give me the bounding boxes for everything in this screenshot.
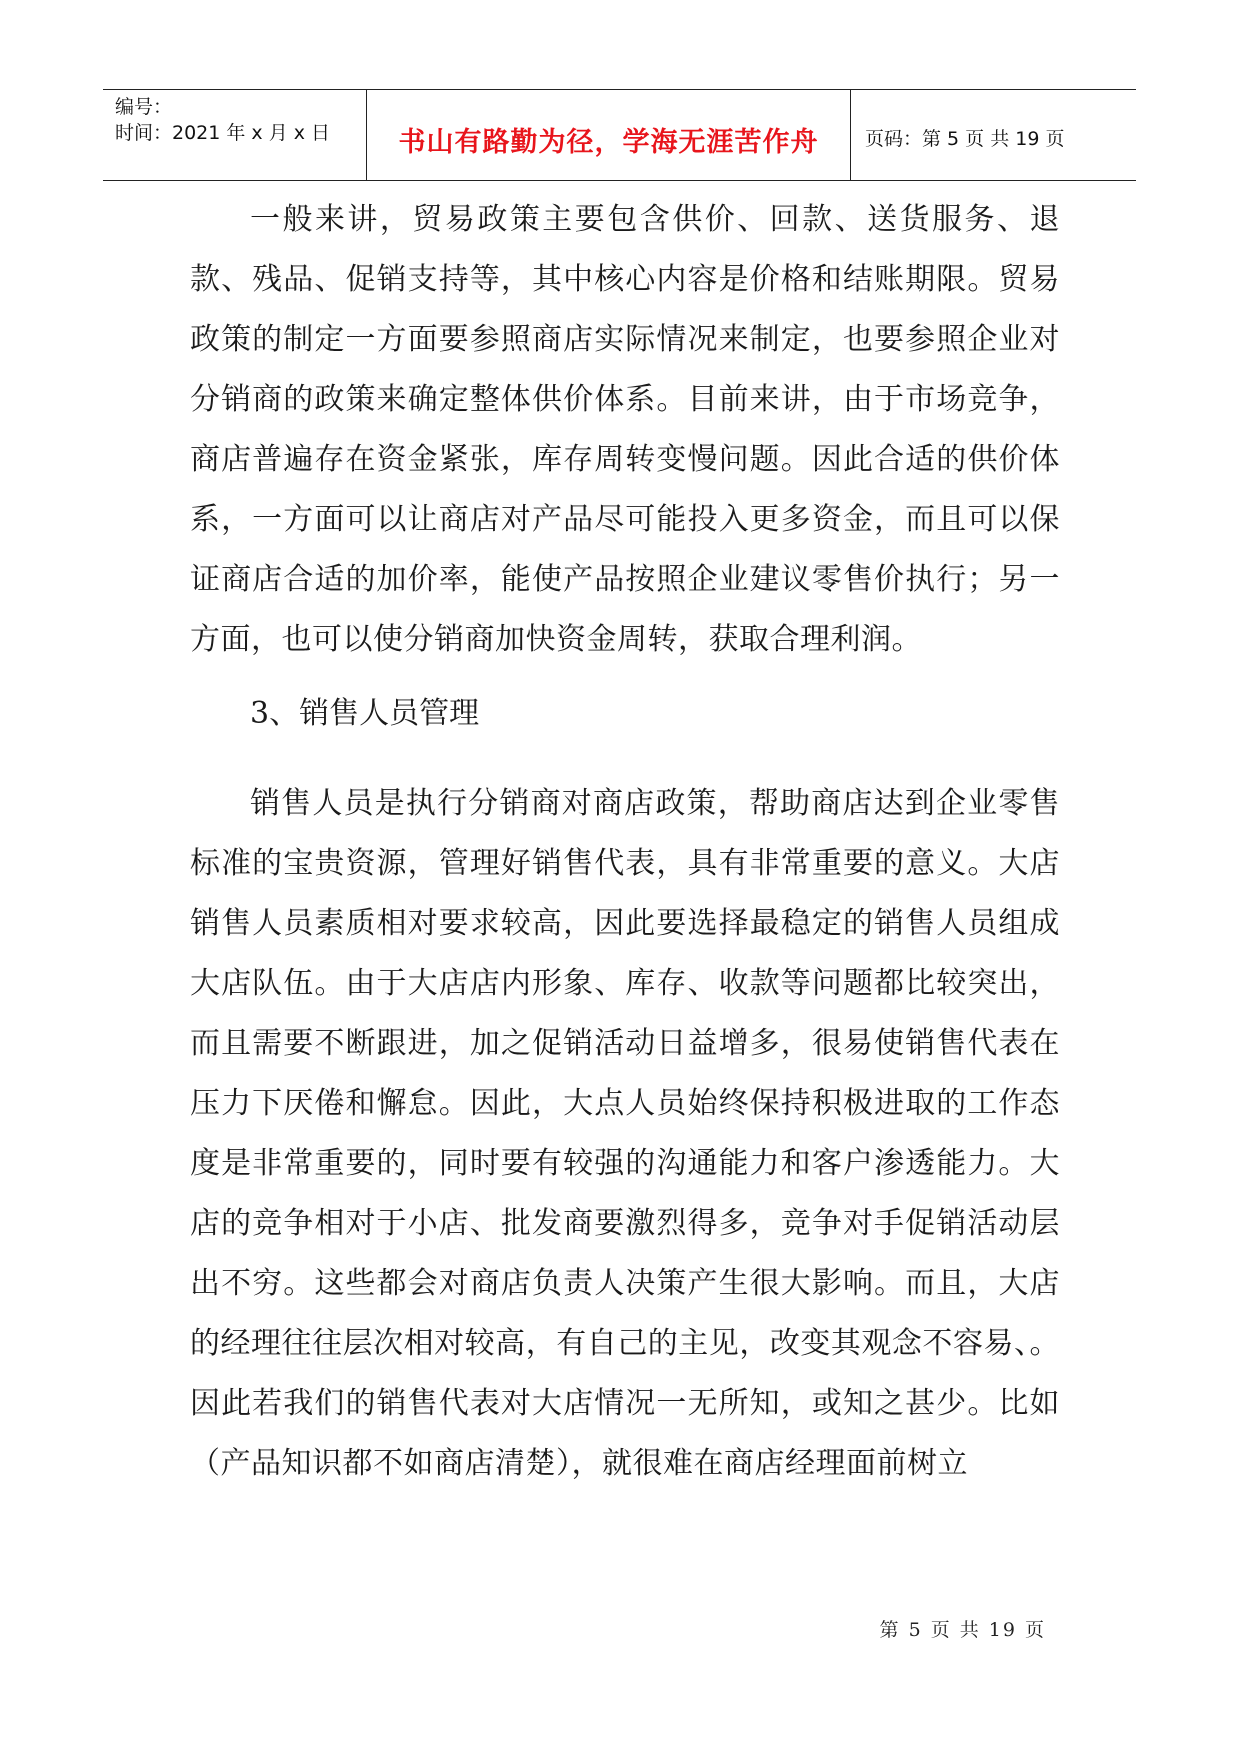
header-page-cell [851, 90, 1136, 180]
header-meta-cell [103, 90, 367, 180]
header-motto-cell [367, 90, 851, 180]
page-footer: 第 5 页 共 19 页 [879, 1619, 1046, 1641]
document-header [103, 89, 1136, 181]
header-motto: 书山有路勤为径，学海无涯苦作舟 [398, 127, 819, 158]
section-heading: 3、销售人员管理 [250, 696, 480, 731]
document-number-label: 编号： [115, 96, 173, 118]
header-page-code: 页码：第 5 页 共 19 页 [865, 128, 1065, 150]
body-paragraph: 销售人员是执行分销商对商店政策，帮助商店达到企业零售标准的宝贵资源，管理好销售代表，具有非常重要的意义。大店销售人员素质相对要求较高，因此要选择最稳定的销售人员组成大店队伍。由于大店店内形象、库存、收款等问题都比较突出，而且需要不断跟进，加之促销活动日益增多，很易使销售代表在压力下厌倦和懈怠。因此，大点人员始终保持积极进取的工作态度是非常重要的，同时要有较强的沟通能力和客户渗透能力。大店的竞争相对于小店、批发商要激烈得多，竞争对手促销活动层出不穷。这些都会对商店负责人决策产生很大影响。而且，大店的经理往往层次相对较高，有自己的主见，改变其观念不容易、。因此若我们的销售代表对大店情况一无所知，或知之甚少。比如（产品知识都不如商店清楚），就很难在商店经理面前树立 [190, 786, 1060, 1481]
body-paragraph: 一般来讲，贸易政策主要包含供价、回款、送货服务、退款、残品、促销支持等，其中核心内容是价格和结账期限。贸易政策的制定一方面要参照商店实际情况来制定，也要参照企业对分销商的政策来确定整体供价体系。目前来讲，由于市场竞争，商店普遍存在资金紧张，库存周转变慢问题。因此合适的供价体系，一方面可以让商店对产品尽可能投入更多资金，而且可以保证商店合适的加价率，能使产品按照企业建议零售价执行；另一方面，也可以使分销商加快资金周转，获取合理利润。 [190, 202, 1060, 657]
document-time-label: 时间：2021 年 x 月 x 日 [115, 122, 331, 144]
document-body [190, 190, 1060, 1494]
